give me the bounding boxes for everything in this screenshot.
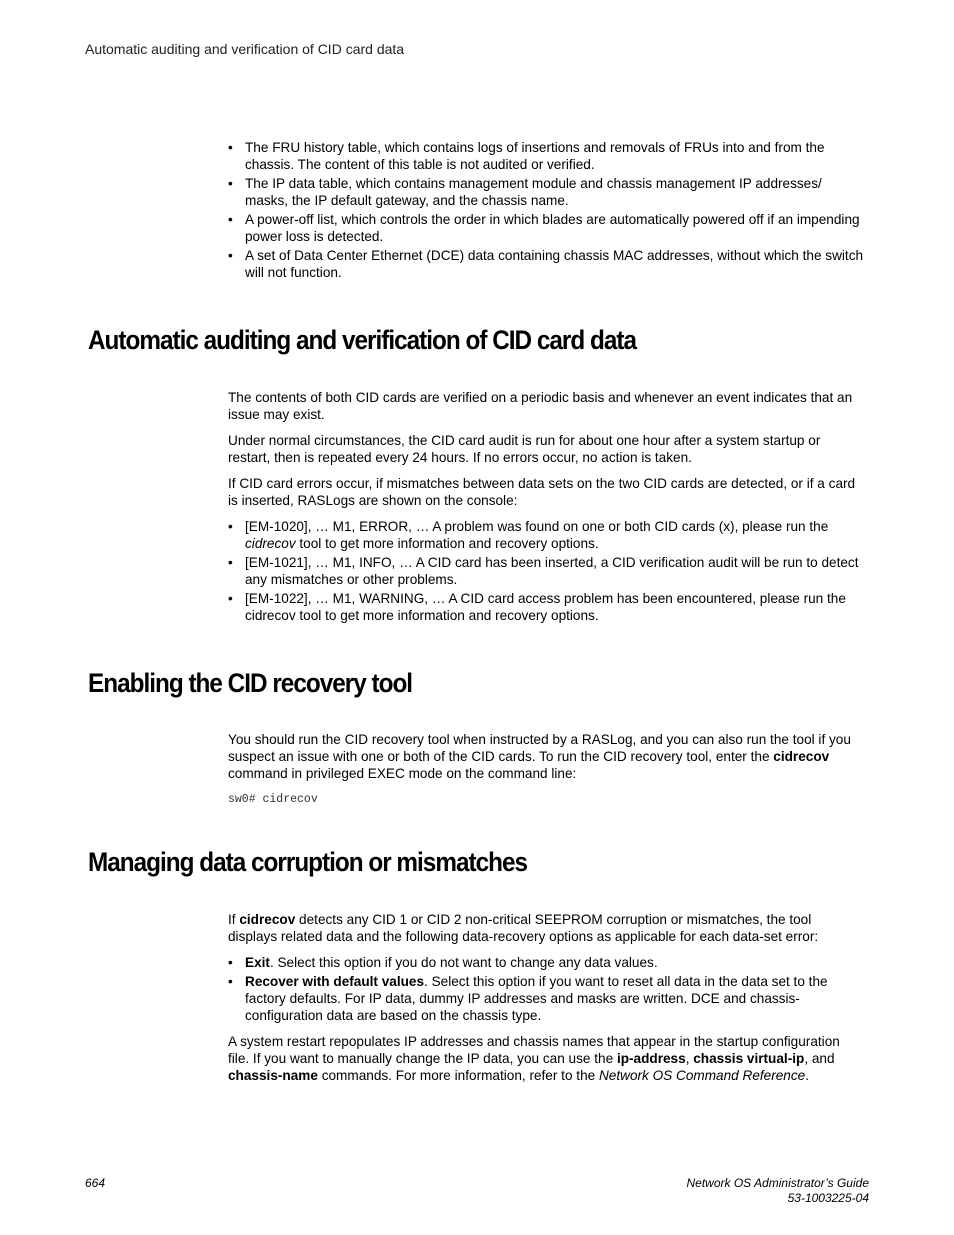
section-heading-recovery-tool: Enabling the CID recovery tool	[88, 668, 413, 698]
list-item: • [EM-1021], … M1, INFO, … A CID card has been inserted, a CID verification audit will be run to detect any mismatches or other problems.	[228, 555, 859, 587]
list-item: • Recover with default values. Select this option if you want to reset all data in the data set to the factory defaults. For IP data, dummy IP addresses and masks are written. DCE and chassis-configuration data are based on the chassis type.	[228, 974, 828, 1023]
raslog-list	[228, 518, 864, 624]
list-item: • The FRU history table, which contains logs of insertions and removals of FRUs into and from the chassis. The content of this table is not audited or verified.	[228, 140, 825, 172]
page-number: 664	[85, 1176, 106, 1190]
section-auditing-body	[228, 389, 864, 633]
list-item: • [EM-1022], … M1, WARNING, … A CID card access problem has been encountered, please run the cidrecov tool to get more information and recovery options.	[228, 591, 846, 623]
intro-section	[228, 139, 864, 290]
section-heading-auditing: Automatic auditing and verification of CID card data	[88, 325, 637, 355]
list-item: • The IP data table, which contains management module and chassis management IP addresses/ masks, the IP default gateway, and the chassis name.	[228, 176, 822, 208]
recovery-options-list	[228, 954, 864, 1024]
list-item: • A set of Data Center Ethernet (DCE) data containing chassis MAC addresses, without which the switch will not function.	[228, 248, 864, 280]
paragraph: You should run the CID recovery tool when instructed by a RASLog, and you can also run the tool if you suspect an issue with one or both of the CID cards. To run the CID recovery tool, enter the cidrecov command in privileged EXEC mode on the command line:	[228, 732, 851, 781]
list-item: • A power-off list, which controls the order in which blades are automatically powered off if an impending power loss is detected.	[228, 212, 860, 244]
paragraph: The contents of both CID cards are verified on a periodic basis and whenever an event indicates that an issue may exist.	[228, 390, 853, 422]
doc-number: 53-1003225-04	[787, 1191, 869, 1205]
paragraph: A system restart repopulates IP addresses and chassis names that appear in the startup configuration file. If you want to manually change the IP data, you can use the ip-address, chassis virtual-ip, and chassis-name commands. For more information, refer to the Network OS Command Reference.	[228, 1034, 840, 1083]
intro-bullet-list	[228, 139, 864, 281]
code-example: sw0# cidrecov	[228, 793, 318, 806]
section-recovery-tool-body	[228, 731, 864, 808]
footer-doc-info	[686, 1176, 869, 1206]
running-header: Automatic auditing and verification of CID card data	[85, 41, 405, 57]
list-item: • [EM-1020], … M1, ERROR, … A problem was found on one or both CID cards (x), please run the cidrecov tool to get more information and recovery options.	[228, 519, 829, 551]
paragraph: Under normal circumstances, the CID card audit is run for about one hour after a system startup or restart, then is repeated every 24 hours. If no errors occur, no action is taken.	[228, 433, 821, 465]
paragraph: If CID card errors occur, if mismatches between data sets on the two CID cards are detected, or if a card is inserted, RASLogs are shown on the console:	[228, 476, 856, 508]
list-item: • Exit. Select this option if you do not want to change any data values.	[228, 955, 658, 970]
doc-title: Network OS Administrator’s Guide	[686, 1176, 869, 1190]
section-heading-data-corruption: Managing data corruption or mismatches	[88, 847, 528, 877]
paragraph: If cidrecov detects any CID 1 or CID 2 non-critical SEEPROM corruption or mismatches, the tool displays related data and the following data-recovery options as applicable for each data-set error:	[228, 912, 819, 944]
section-data-corruption-body	[228, 911, 864, 1093]
